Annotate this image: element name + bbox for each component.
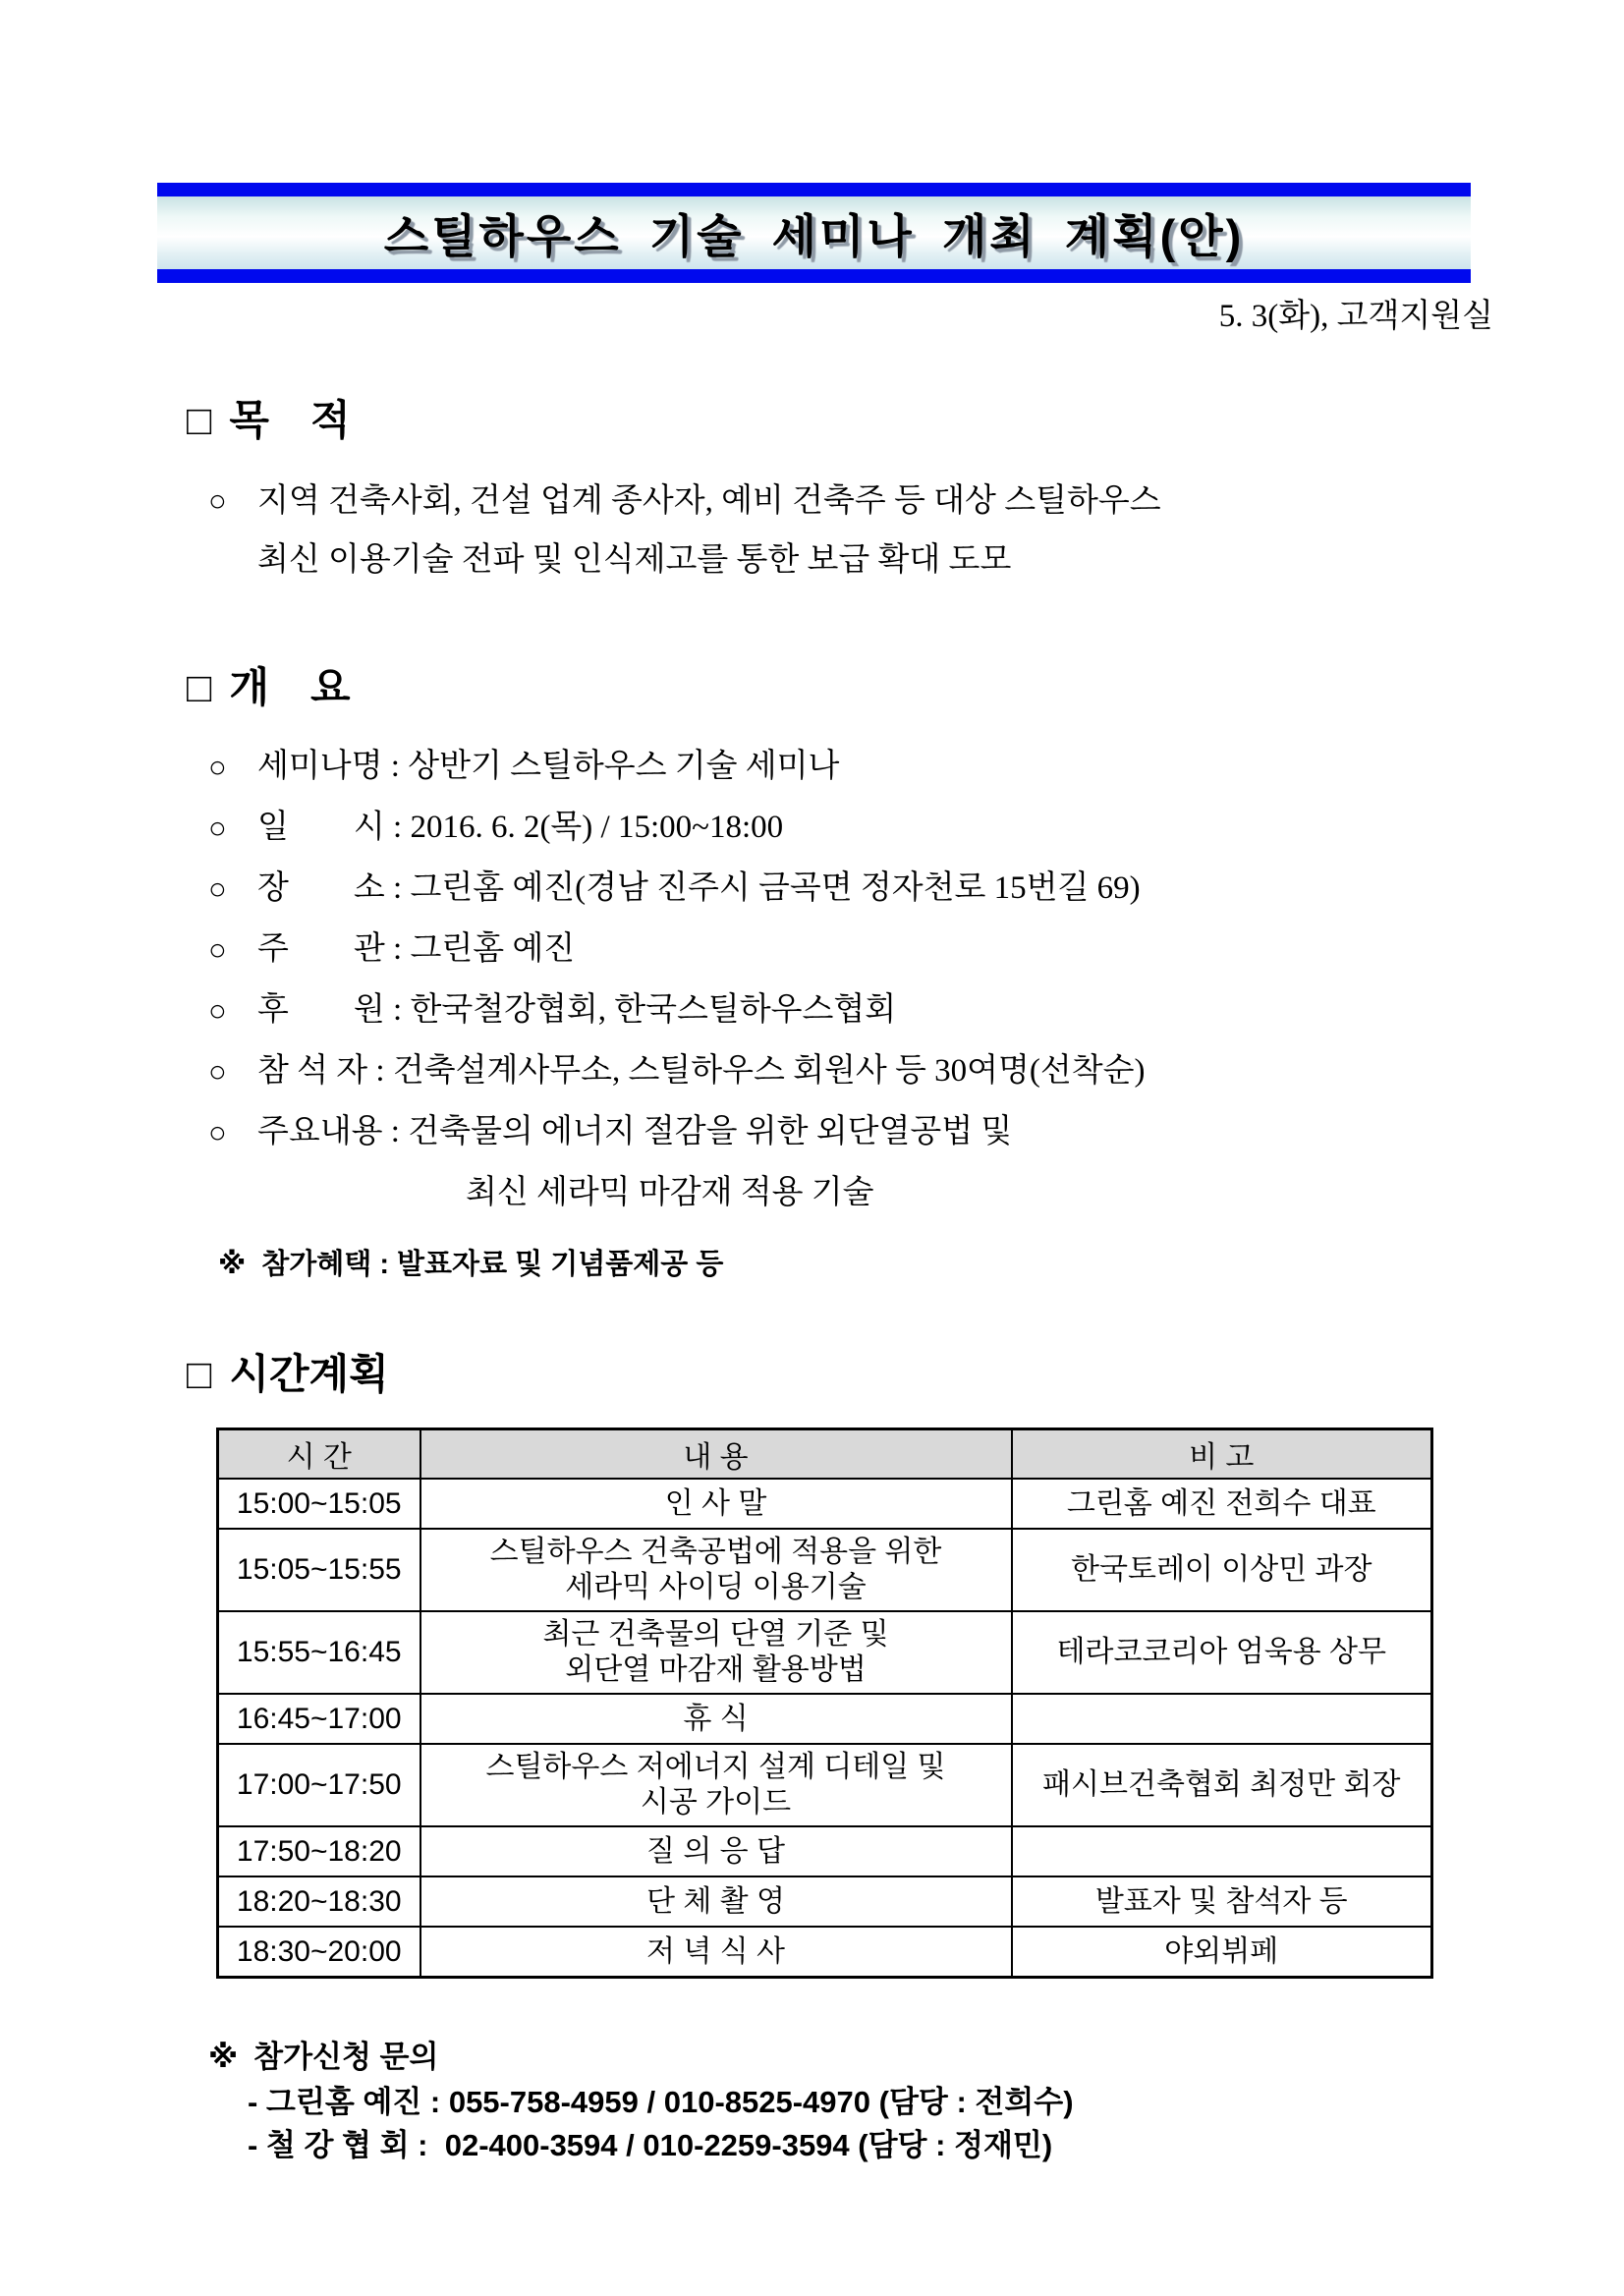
table-row: [218, 1529, 1432, 1611]
overview-label: 참 석 자: [257, 1053, 368, 1089]
contact-title-text: 참가신청 문의: [253, 2040, 439, 2074]
table-row: [218, 1744, 1432, 1826]
label-separator: :: [382, 1114, 409, 1149]
schedule-content: [420, 1876, 1012, 1927]
schedule-content-line: 휴 식: [683, 1702, 749, 1735]
label-separator: :: [382, 749, 409, 784]
overview-label: 장 소: [257, 870, 385, 906]
label-separator: :: [384, 870, 411, 906]
list-item: [208, 745, 1624, 789]
schedule-content-line: 스틸하우스 저에너지 설계 디테일 및: [485, 1751, 946, 1783]
list-item: [208, 1049, 1624, 1093]
table-row: [218, 1927, 1432, 1978]
section-heading-overview: [187, 664, 1624, 711]
contact-line-steel-assoc: - 철 강 협 회 : 02-400-3594 / 010-2259-3594 (담당 : 정재민): [248, 2128, 1053, 2162]
schedule-content: [420, 1744, 1012, 1826]
purpose-line-1: 지역 건축사회, 건설 업계 종사자, 예비 건축주 등 대상 스틸하우스: [257, 483, 1161, 519]
contact-section: [208, 2038, 1624, 2165]
overview-label: 주요내용: [257, 1114, 383, 1149]
banner-bottom-bar: [157, 269, 1471, 283]
purpose-bullet: [208, 472, 1506, 589]
reference-marker-icon: ※: [208, 2040, 239, 2074]
overview-label: 후 원: [257, 992, 385, 1028]
schedule-content-line: 외단열 마감재 활용방법: [565, 1653, 867, 1686]
list-item: [208, 806, 1624, 850]
schedule-remark: 패시브건축협회 최정만 회장: [1012, 1744, 1432, 1826]
schedule-remark: [1012, 1694, 1432, 1744]
label-separator: :: [384, 931, 411, 967]
schedule-content-line: 질 의 응 답: [646, 1834, 785, 1868]
overview-label: 주 관: [257, 931, 385, 967]
table-row: [218, 1694, 1432, 1744]
list-item: [208, 927, 1624, 972]
overview-value: 건축물의 에너지 절감을 위한 외단열공법 및: [408, 1114, 1013, 1149]
schedule-time: 18:20~18:30: [218, 1876, 420, 1927]
date-department-line: 5. 3(화), 고객지원실: [1218, 299, 1493, 334]
list-item: [208, 988, 1624, 1033]
schedule-remark: 테라코코리아 엄욱용 상무: [1012, 1611, 1432, 1694]
circle-marker-icon: ○: [208, 750, 227, 784]
circle-marker-icon: ○: [208, 993, 227, 1028]
section-heading-schedule: [187, 1351, 1624, 1398]
col-header-remark: 비 고: [1012, 1429, 1432, 1480]
schedule-content: [420, 1529, 1012, 1611]
overview-value: 2016. 6. 2(목) / 15:00~18:00: [410, 810, 784, 845]
list-item: [208, 1110, 1624, 1154]
overview-heading-text: 개 요: [229, 664, 351, 710]
circle-marker-icon: ○: [208, 811, 227, 845]
circle-marker-icon: ○: [208, 1054, 227, 1089]
circle-marker-icon: ○: [208, 483, 227, 518]
overview-value: 건축설계사무소, 스틸하우스 회원사 등 30여명(선착순): [392, 1053, 1146, 1089]
contact-line-greenhome: - 그린홈 예진 : 055-758-4959 / 010-8525-4970 (담당 : 전희수): [248, 2085, 1074, 2119]
overview-label: 세미나명: [257, 749, 383, 784]
schedule-content-line: 최근 건축물의 단열 기준 및: [542, 1618, 889, 1651]
table-row: [218, 1479, 1432, 1529]
schedule-content: [420, 1927, 1012, 1978]
col-header-content: 내 용: [420, 1429, 1012, 1480]
overview-content-line2: 최신 세라믹 마감재 적용 기술: [466, 1175, 874, 1210]
schedule-content: [420, 1694, 1012, 1744]
schedule-content-line: 단 체 촬 영: [646, 1884, 785, 1918]
box-marker-icon: □: [187, 664, 212, 710]
schedule-table: [216, 1428, 1433, 1979]
schedule-heading-text: 시간계획: [229, 1351, 389, 1397]
schedule-time: 15:05~15:55: [218, 1529, 420, 1611]
overview-value: 한국철강협회, 한국스틸하우스협회: [410, 992, 897, 1028]
schedule-remark: 한국토레이 이상민 과장: [1012, 1529, 1432, 1611]
list-item: [208, 867, 1624, 911]
schedule-time: 15:00~15:05: [218, 1479, 420, 1529]
schedule-remark: 그린홈 예진 전희수 대표: [1012, 1479, 1432, 1529]
schedule-time: 16:45~17:00: [218, 1694, 420, 1744]
schedule-content-line: 세라믹 사이딩 이용기술: [565, 1571, 867, 1603]
box-marker-icon: □: [187, 397, 212, 443]
title-banner: [157, 183, 1471, 283]
label-separator: :: [367, 1053, 393, 1089]
table-header-row: [218, 1429, 1432, 1480]
col-header-time: 시 간: [218, 1429, 420, 1480]
overview-value: 그린홈 예진: [410, 931, 576, 967]
schedule-content-line: 시공 가이드: [640, 1786, 792, 1819]
schedule-time: 15:55~16:45: [218, 1611, 420, 1694]
schedule-time: 17:50~18:20: [218, 1826, 420, 1876]
overview-list: [208, 745, 1624, 1215]
circle-marker-icon: ○: [208, 871, 227, 906]
schedule-content: [420, 1611, 1012, 1694]
schedule-content-line: 스틸하우스 건축공법에 적용을 위한: [489, 1536, 942, 1568]
benefit-note-text: 참가혜택 : 발표자료 및 기념품제공 등: [261, 1249, 724, 1280]
schedule-remark: 야외뷔페: [1012, 1927, 1432, 1978]
schedule-table-body: [218, 1479, 1432, 1978]
page-title: 스틸하우스 기술 세미나 개최 계획(안): [383, 209, 1245, 262]
reference-marker-icon: ※: [218, 1249, 247, 1280]
banner-band: [157, 196, 1471, 269]
schedule-time: 17:00~17:50: [218, 1744, 420, 1826]
overview-label: 일 시: [257, 810, 385, 845]
table-row: [218, 1611, 1432, 1694]
schedule-content: [420, 1479, 1012, 1529]
schedule-content-line: 인 사 말: [664, 1486, 767, 1520]
table-row: [218, 1826, 1432, 1876]
table-row: [218, 1876, 1432, 1927]
banner-top-bar: [157, 183, 1471, 196]
circle-marker-icon: ○: [208, 932, 227, 967]
schedule-time: 18:30~20:00: [218, 1927, 420, 1978]
purpose-heading-text: 목 적: [229, 397, 351, 443]
label-separator: :: [384, 992, 411, 1028]
purpose-text: [257, 472, 1506, 589]
circle-marker-icon: ○: [208, 1115, 227, 1149]
contact-title: [208, 2038, 1624, 2077]
schedule-content: [420, 1826, 1012, 1876]
schedule-content-line: 저 녁 식 사: [646, 1934, 785, 1968]
purpose-line-2: 최신 이용기술 전파 및 인식제고를 통한 보급 확대 도모: [257, 542, 1012, 578]
benefit-note: [218, 1247, 1624, 1282]
overview-value: 상반기 스틸하우스 기술 세미나: [408, 749, 840, 784]
overview-value: 그린홈 예진(경남 진주시 금곡면 정자천로 15번길 69): [410, 870, 1141, 906]
section-heading-purpose: [187, 397, 1624, 444]
box-marker-icon: □: [187, 1351, 212, 1397]
schedule-remark: [1012, 1826, 1432, 1876]
label-separator: :: [384, 810, 411, 845]
schedule-remark: 발표자 및 참석자 등: [1012, 1876, 1432, 1927]
